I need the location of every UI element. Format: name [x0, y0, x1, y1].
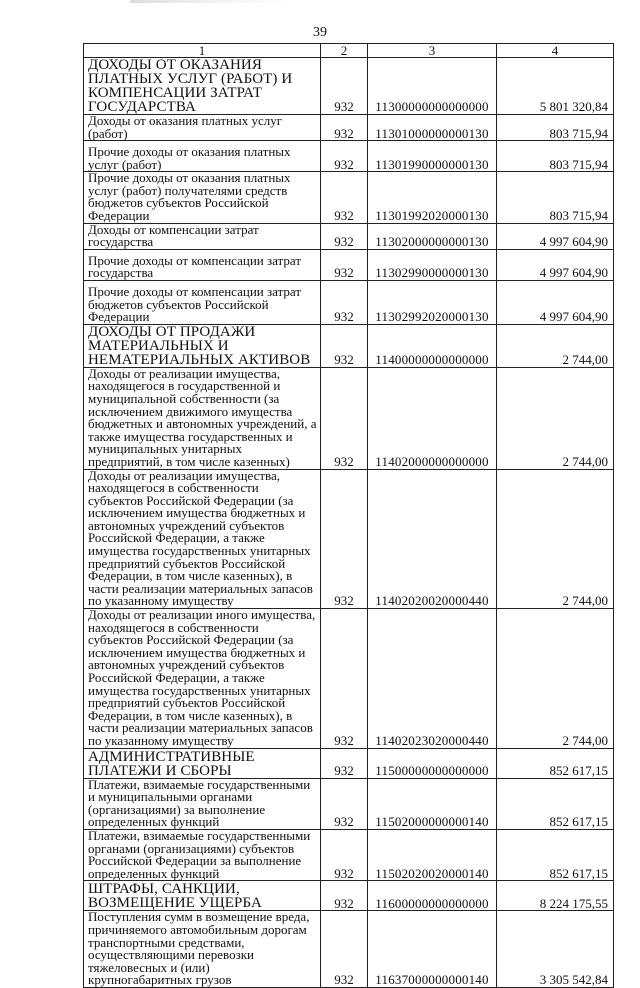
- row-kbk: 11301000000000130: [368, 115, 497, 141]
- table-row: [84, 469, 614, 609]
- row-code: 932: [321, 58, 368, 115]
- row-code: 932: [321, 469, 368, 609]
- header-col-4: 4: [497, 44, 614, 58]
- table-row: [84, 911, 614, 988]
- row-kbk: 11302992020000130: [368, 280, 497, 324]
- table-header-row: [84, 44, 614, 58]
- page-number: 39: [313, 25, 327, 40]
- row-name: Поступления сумм в возмещение вреда, причиняемого автомобильным дорогам транспортными средствами, осуществляющими перевозки тяжеловесных и (или) крупногабаритных грузов: [84, 911, 321, 988]
- row-sum: 2 744,00: [497, 469, 614, 609]
- row-sum: 803 715,94: [497, 141, 614, 172]
- row-name: Доходы от реализации имущества, находящегося в собственности субъектов Российской Федерации (за исключением имущества бюджетных и автономных учреждений субъектов Российской Федерации, а также имущества государственных унитарных предприятий субъектов Российской Федерации, в том числе казенных), в части реализации материальных запасов по указанному имуществу: [84, 469, 321, 609]
- revenue-table: [83, 43, 614, 988]
- table-row: [84, 223, 614, 249]
- row-code: 932: [321, 609, 368, 749]
- row-kbk: 11400000000000000: [368, 324, 497, 367]
- row-code: 932: [321, 324, 368, 367]
- row-code: 932: [321, 280, 368, 324]
- row-code: 932: [321, 778, 368, 829]
- table-row: [84, 280, 614, 324]
- table-row: [84, 115, 614, 141]
- header-col-1: 1: [84, 44, 321, 58]
- row-kbk: 11600000000000000: [368, 881, 497, 911]
- row-sum: 2 744,00: [497, 367, 614, 469]
- row-sum: 852 617,15: [497, 778, 614, 829]
- row-sum: 2 744,00: [497, 609, 614, 749]
- row-name: Доходы от реализации имущества, находящегося в государственной и муниципальной собственности (за исключением движимого имущества бюджетных и автономных учреждений, а также имущества государственных и муниципальных унитарных предприятий, в том числе казенных): [84, 367, 321, 469]
- row-kbk: 11301992020000130: [368, 172, 497, 223]
- table-body: [84, 58, 614, 988]
- table-row: [84, 249, 614, 280]
- row-name: Прочие доходы от оказания платных услуг (работ) получателями средств бюджетов субъектов Российской Федерации: [84, 172, 321, 223]
- row-sum: 8 224 175,55: [497, 881, 614, 911]
- row-name: Платежи, взимаемые государственными органами (организациями) субъектов Российской Федерации за выполнение определенных функций: [84, 829, 321, 880]
- row-code: 932: [321, 141, 368, 172]
- header-col-2: 2: [321, 44, 368, 58]
- row-sum: 852 617,15: [497, 829, 614, 880]
- table-row: [84, 829, 614, 880]
- row-kbk: 11402020020000440: [368, 469, 497, 609]
- row-code: 932: [321, 829, 368, 880]
- row-sum: 3 305 542,84: [497, 911, 614, 988]
- header-col-3: 3: [368, 44, 497, 58]
- table-row: [84, 172, 614, 223]
- row-code: 932: [321, 881, 368, 911]
- row-name: Прочие доходы от компенсации затрат бюджетов субъектов Российской Федерации: [84, 280, 321, 324]
- row-code: 932: [321, 172, 368, 223]
- row-code: 932: [321, 223, 368, 249]
- row-code: 932: [321, 748, 368, 778]
- table-row: [84, 141, 614, 172]
- row-kbk: 11402023020000440: [368, 609, 497, 749]
- row-kbk: 11300000000000000: [368, 58, 497, 115]
- row-sum: 803 715,94: [497, 115, 614, 141]
- row-name: Прочие доходы от оказания платных услуг (работ): [84, 141, 321, 172]
- row-name: АДМИНИСТРАТИВНЫЕ ПЛАТЕЖИ И СБОРЫ: [84, 748, 321, 778]
- table-row: [84, 609, 614, 749]
- table-row: [84, 881, 614, 911]
- row-name: Доходы от компенсации затрат государства: [84, 223, 321, 249]
- row-sum: 5 801 320,84: [497, 58, 614, 115]
- row-sum: 2 744,00: [497, 324, 614, 367]
- row-code: 932: [321, 367, 368, 469]
- table-row: [84, 748, 614, 778]
- row-sum: 4 997 604,90: [497, 223, 614, 249]
- row-name: Доходы от реализации иного имущества, находящегося в собственности субъектов Российской Федерации (за исключением имущества бюджетных и автономных учреждений субъектов Российской Федерации, а также имущества государственных унитарных предприятий субъектов Российской Федерации, в том числе казенных), в части реализации материальных запасов по указанному имуществу: [84, 609, 321, 749]
- row-code: 932: [321, 249, 368, 280]
- table-row: [84, 778, 614, 829]
- row-name: Прочие доходы от компенсации затрат государства: [84, 249, 321, 280]
- row-kbk: 11637000000000140: [368, 911, 497, 988]
- row-kbk: 11502000000000140: [368, 778, 497, 829]
- table-row: [84, 324, 614, 367]
- row-kbk: 11500000000000000: [368, 748, 497, 778]
- row-code: 932: [321, 115, 368, 141]
- row-kbk: 11302990000000130: [368, 249, 497, 280]
- row-name: ШТРАФЫ, САНКЦИИ, ВОЗМЕЩЕНИЕ УЩЕРБА: [84, 881, 321, 911]
- row-name: ДОХОДЫ ОТ ПРОДАЖИ МАТЕРИАЛЬНЫХ И НЕМАТЕРИАЛЬНЫХ АКТИВОВ: [84, 324, 321, 367]
- row-sum: 803 715,94: [497, 172, 614, 223]
- row-name: Платежи, взимаемые государственными и муниципальными органами (организациями) за выполнение определенных функций: [84, 778, 321, 829]
- row-name: ДОХОДЫ ОТ ОКАЗАНИЯ ПЛАТНЫХ УСЛУГ (РАБОТ) И КОМПЕНСАЦИИ ЗАТРАТ ГОСУДАРСТВА: [84, 58, 321, 115]
- row-kbk: 11502020020000140: [368, 829, 497, 880]
- row-sum: 852 617,15: [497, 748, 614, 778]
- row-kbk: 11301990000000130: [368, 141, 497, 172]
- scan-artifact: [130, 0, 290, 3]
- row-kbk: 11302000000000130: [368, 223, 497, 249]
- row-name: Доходы от оказания платных услуг (работ): [84, 115, 321, 141]
- row-code: 932: [321, 911, 368, 988]
- table-row: [84, 367, 614, 469]
- row-sum: 4 997 604,90: [497, 249, 614, 280]
- row-kbk: 11402000000000000: [368, 367, 497, 469]
- row-sum: 4 997 604,90: [497, 280, 614, 324]
- table-row: [84, 58, 614, 115]
